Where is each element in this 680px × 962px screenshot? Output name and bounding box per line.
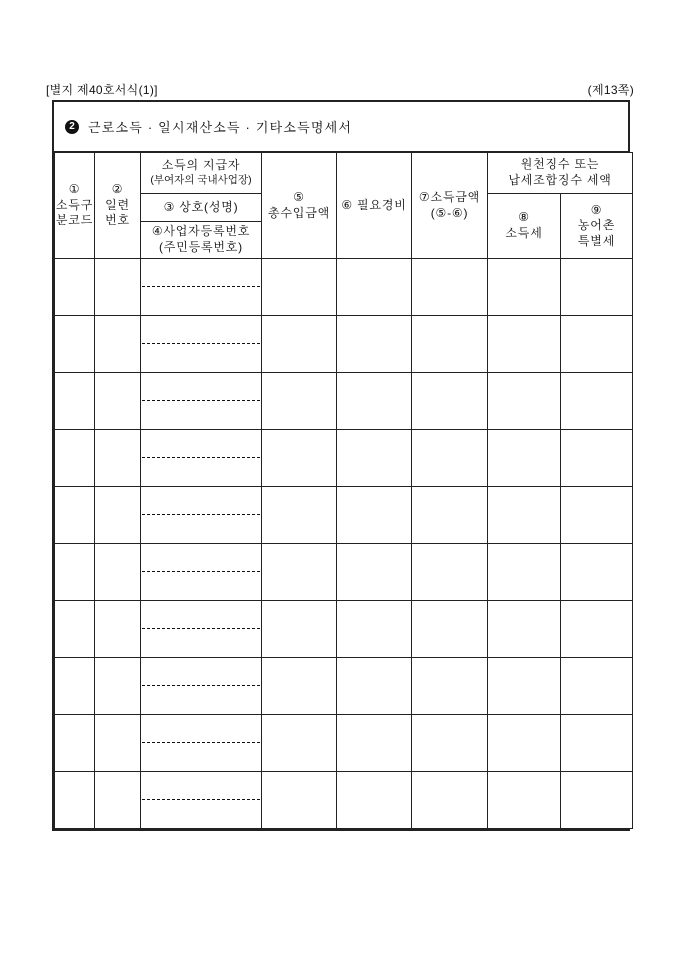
cell-income-code	[55, 373, 95, 430]
cell-required-expenses	[337, 487, 412, 544]
cell-special-tax	[561, 373, 633, 430]
cell-gross-income	[262, 316, 337, 373]
cell-payer	[141, 373, 262, 430]
cell-gross-income	[262, 544, 337, 601]
cell-special-tax	[561, 658, 633, 715]
header-income-amount: ⑦소득금액 (⑤-⑥)	[412, 153, 488, 259]
cell-serial-no	[95, 601, 141, 658]
cell-gross-income	[262, 601, 337, 658]
payer-dashed-divider	[142, 259, 260, 287]
cell-serial-no	[95, 715, 141, 772]
cell-income-tax	[488, 658, 561, 715]
cell-serial-no	[95, 259, 141, 316]
payer-dashed-divider	[142, 430, 260, 458]
table-row	[55, 544, 633, 601]
cell-gross-income	[262, 487, 337, 544]
payer-dashed-divider	[142, 544, 260, 572]
header-special-tax: ⑨ 농어촌 특별세	[561, 194, 633, 259]
cell-required-expenses	[337, 373, 412, 430]
cell-special-tax	[561, 316, 633, 373]
cell-income-code	[55, 658, 95, 715]
cell-income-tax	[488, 772, 561, 829]
cell-serial-no	[95, 544, 141, 601]
form-number-label: [별지 제40호서식(1)]	[46, 83, 158, 97]
cell-income-tax	[488, 487, 561, 544]
table-body	[55, 259, 633, 829]
form-box	[52, 100, 630, 831]
cell-payer	[141, 259, 262, 316]
cell-payer	[141, 772, 262, 829]
cell-gross-income	[262, 373, 337, 430]
cell-special-tax	[561, 601, 633, 658]
cell-income-amount	[412, 658, 488, 715]
header-gross-income: ⑤ 총수입금액	[262, 153, 337, 259]
table-row	[55, 772, 633, 829]
table-row	[55, 259, 633, 316]
cell-income-tax	[488, 430, 561, 487]
header-serial-no: ② 일련 번호	[95, 153, 141, 259]
header-withholding-group: 원천징수 또는 납세조합징수 세액	[488, 153, 633, 194]
header-income-tax: ⑧ 소득세	[488, 194, 561, 259]
cell-serial-no	[95, 373, 141, 430]
cell-required-expenses	[337, 658, 412, 715]
cell-required-expenses	[337, 430, 412, 487]
cell-serial-no	[95, 430, 141, 487]
cell-required-expenses	[337, 316, 412, 373]
cell-income-code	[55, 430, 95, 487]
cell-special-tax	[561, 715, 633, 772]
cell-payer	[141, 658, 262, 715]
header-required-expenses: ⑥ 필요경비	[337, 153, 412, 259]
cell-special-tax	[561, 772, 633, 829]
income-statement-table	[54, 152, 633, 829]
cell-payer	[141, 487, 262, 544]
cell-income-amount	[412, 487, 488, 544]
cell-gross-income	[262, 259, 337, 316]
payer-dashed-divider	[142, 373, 260, 401]
cell-payer	[141, 544, 262, 601]
table-row	[55, 373, 633, 430]
section-title-text: 근로소득 · 일시재산소득 · 기타소득명세서	[88, 120, 353, 135]
header-payer-reg-no: ④사업자등록번호 (주민등록번호)	[141, 222, 262, 259]
cell-income-amount	[412, 373, 488, 430]
cell-required-expenses	[337, 259, 412, 316]
payer-dashed-divider	[142, 772, 260, 800]
table-row	[55, 658, 633, 715]
cell-special-tax	[561, 430, 633, 487]
cell-special-tax	[561, 259, 633, 316]
cell-income-code	[55, 316, 95, 373]
payer-dashed-divider	[142, 487, 260, 515]
cell-gross-income	[262, 658, 337, 715]
section-title	[54, 102, 628, 152]
cell-serial-no	[95, 316, 141, 373]
cell-payer	[141, 430, 262, 487]
cell-income-tax	[488, 316, 561, 373]
cell-special-tax	[561, 487, 633, 544]
header-payer-group: 소득의 지급자 (부여자의 국내사업장)	[141, 153, 262, 194]
cell-income-code	[55, 487, 95, 544]
cell-payer	[141, 601, 262, 658]
header-income-code: ① 소득구 분코드	[55, 153, 95, 259]
cell-income-tax	[488, 373, 561, 430]
section-number-badge: 2	[65, 120, 79, 134]
cell-gross-income	[262, 430, 337, 487]
cell-special-tax	[561, 544, 633, 601]
cell-required-expenses	[337, 772, 412, 829]
cell-income-amount	[412, 430, 488, 487]
table-row	[55, 316, 633, 373]
cell-income-code	[55, 772, 95, 829]
cell-serial-no	[95, 772, 141, 829]
cell-income-code	[55, 601, 95, 658]
cell-payer	[141, 316, 262, 373]
cell-required-expenses	[337, 715, 412, 772]
cell-income-amount	[412, 601, 488, 658]
cell-income-amount	[412, 544, 488, 601]
cell-payer	[141, 715, 262, 772]
table-row	[55, 601, 633, 658]
payer-dashed-divider	[142, 316, 260, 344]
cell-required-expenses	[337, 601, 412, 658]
table-header	[55, 153, 633, 259]
cell-income-amount	[412, 316, 488, 373]
table-row	[55, 487, 633, 544]
cell-income-tax	[488, 601, 561, 658]
cell-serial-no	[95, 487, 141, 544]
cell-income-tax	[488, 715, 561, 772]
page-annotations	[46, 81, 634, 98]
cell-income-code	[55, 715, 95, 772]
cell-income-amount	[412, 772, 488, 829]
payer-dashed-divider	[142, 658, 260, 686]
cell-income-tax	[488, 259, 561, 316]
cell-income-tax	[488, 544, 561, 601]
cell-income-amount	[412, 259, 488, 316]
cell-required-expenses	[337, 544, 412, 601]
page-number-label: (제13쪽)	[587, 83, 634, 97]
payer-dashed-divider	[142, 715, 260, 743]
payer-dashed-divider	[142, 601, 260, 629]
table-row	[55, 715, 633, 772]
cell-income-amount	[412, 715, 488, 772]
header-payer-name: ③ 상호(성명)	[141, 194, 262, 222]
cell-income-code	[55, 544, 95, 601]
cell-income-code	[55, 259, 95, 316]
cell-gross-income	[262, 715, 337, 772]
cell-serial-no	[95, 658, 141, 715]
cell-gross-income	[262, 772, 337, 829]
table-row	[55, 430, 633, 487]
